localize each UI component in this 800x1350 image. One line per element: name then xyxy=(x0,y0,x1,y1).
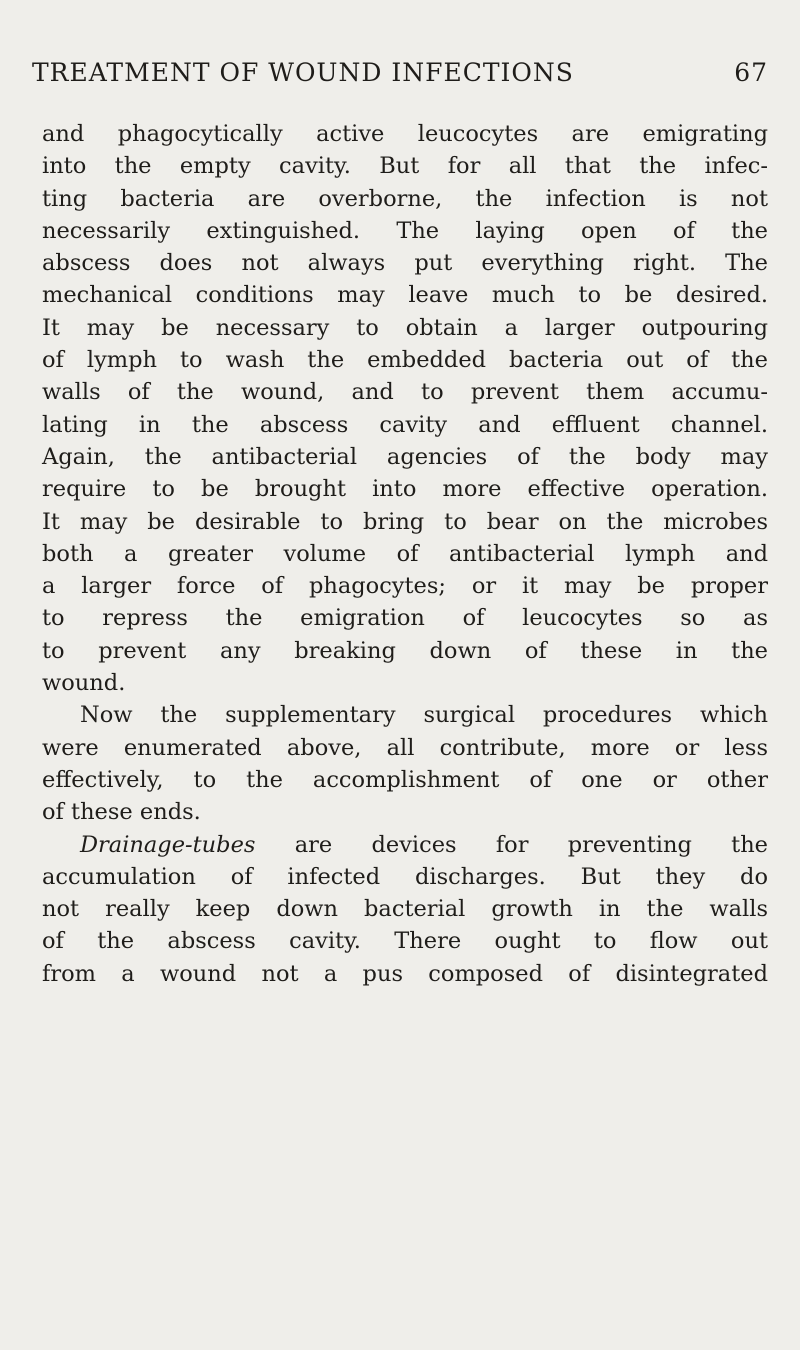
text-line: both a greater volume of antibacterial lymph and xyxy=(42,540,768,567)
text-line: Again, the antibacterial agencies of the body may xyxy=(42,443,768,470)
text-line: walls of the wound, and to prevent them accumu- xyxy=(42,379,768,406)
text-line: lating in the abscess cavity and effluent channel. xyxy=(42,411,768,438)
text-line: Now the supplementary surgical procedures which xyxy=(80,702,768,729)
text-line: from a wound not a pus composed of disintegrated xyxy=(42,960,768,987)
text-line: of the abscess cavity. There ought to flow out xyxy=(42,928,768,955)
page-number: 67 xyxy=(734,58,768,87)
text-line: of these ends. xyxy=(42,799,201,826)
text-line: necessarily extinguished. The laying open of the xyxy=(42,217,768,244)
text-line: abscess does not always put everything right. The xyxy=(42,250,768,277)
text-line: accumulation of infected discharges. But they do xyxy=(42,863,768,890)
text-line: ting bacteria are overborne, the infection is not xyxy=(42,185,768,212)
running-header xyxy=(32,58,768,98)
text-line: to prevent any breaking down of these in the xyxy=(42,637,768,664)
text-line: into the empty cavity. But for all that the infec- xyxy=(42,153,768,180)
text-line: to repress the emigration of leucocytes so as xyxy=(42,605,768,632)
running-title: TREATMENT OF WOUND INFECTIONS xyxy=(32,58,574,87)
text-line: effectively, to the accomplishment of one or other xyxy=(42,766,768,793)
italic-term: Drainage-tubes xyxy=(80,831,256,858)
text-line: It may be desirable to bring to bear on the microbes xyxy=(42,508,768,535)
text-line: It may be necessary to obtain a larger outpouring xyxy=(42,314,768,341)
text-line: of lymph to wash the embedded bacteria out of the xyxy=(42,347,768,374)
text-line: and phagocytically active leucocytes are emigrating xyxy=(42,121,768,147)
text-line: not really keep down bacterial growth in the walls xyxy=(42,896,768,923)
text-line: mechanical conditions may leave much to be desired. xyxy=(42,282,768,309)
text-line-rest: are devices for preventing the xyxy=(255,831,768,858)
text-line: require to be brought into more effective operation. xyxy=(42,476,768,503)
body-text xyxy=(42,118,768,990)
text-line: a larger force of phagocytes; or it may be proper xyxy=(42,573,768,600)
text-line: wound. xyxy=(42,670,126,697)
text-line xyxy=(42,829,768,861)
text-line: were enumerated above, all contribute, more or less xyxy=(42,734,768,761)
